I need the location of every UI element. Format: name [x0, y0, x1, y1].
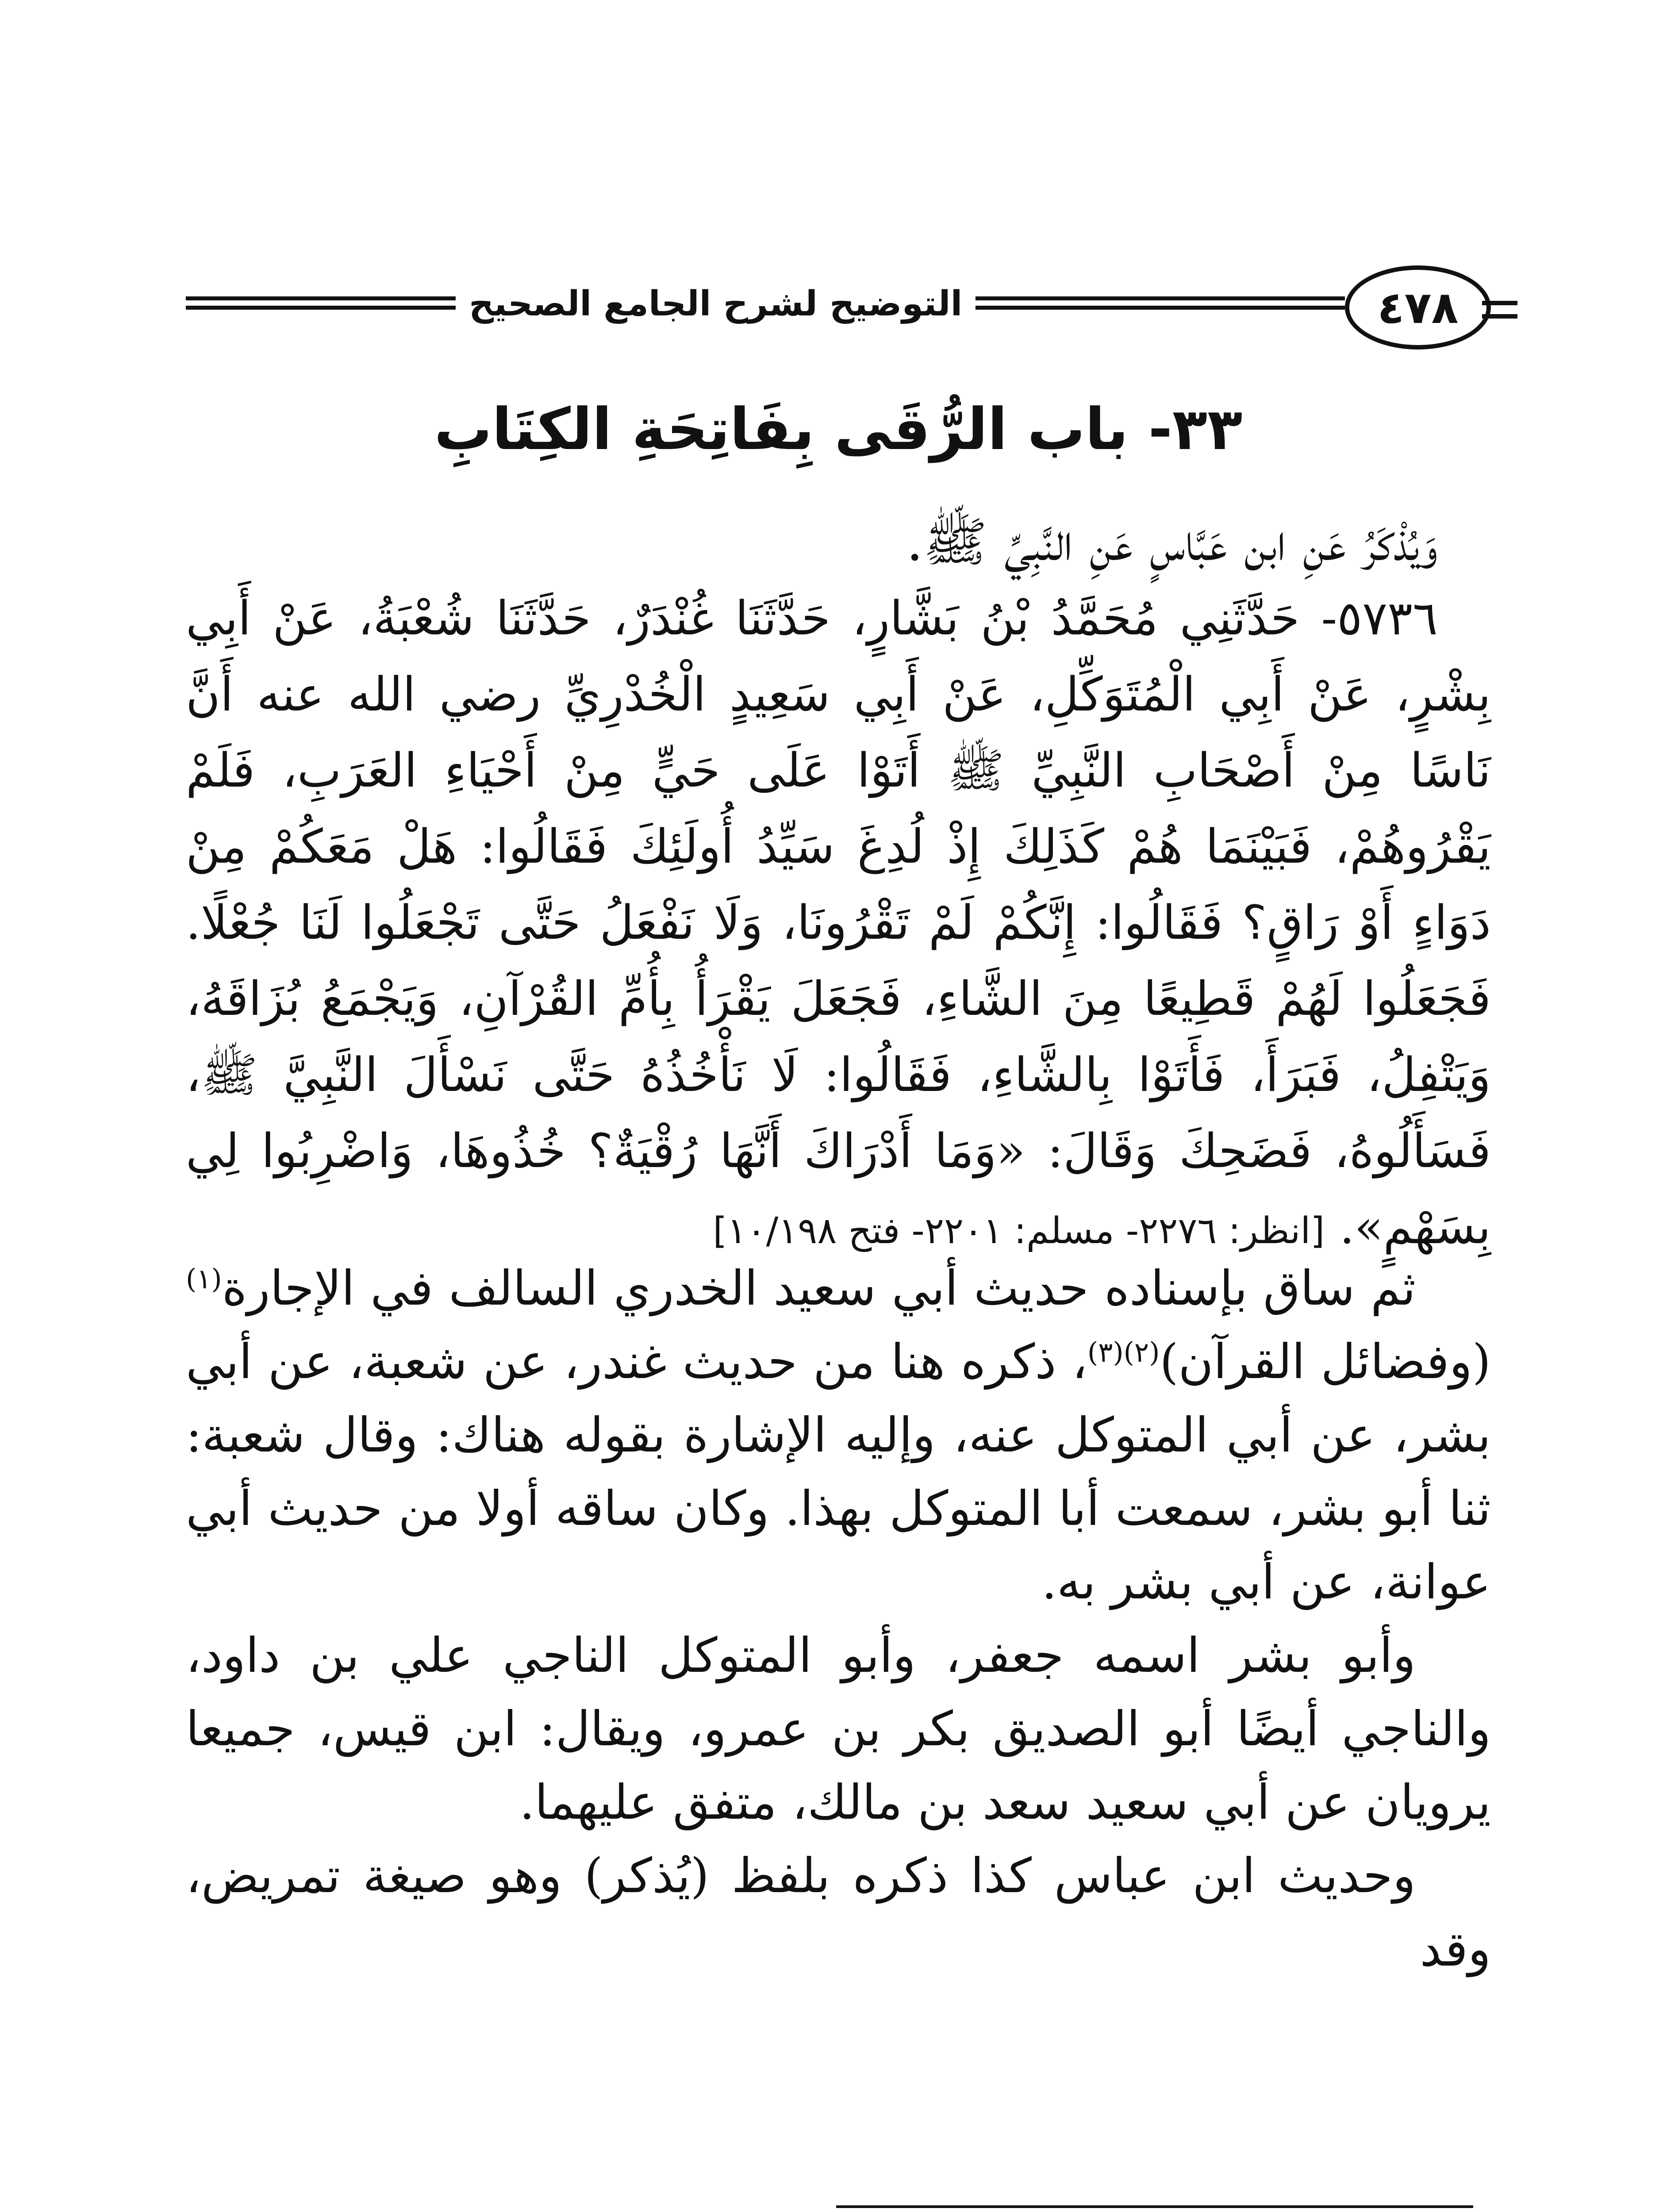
- commentary: [186, 1252, 1491, 1986]
- commentary-paragraph-3: وحديث ابن عباس كذا ذكره بلفظ (يُذكر) وهو صيغة تمريض، وقد: [186, 1848, 1491, 1977]
- page-number-badge: [1345, 265, 1491, 349]
- footnote-marker-1: (١): [186, 1263, 222, 1295]
- book-title: التوضيح لشرح الجامع الصحيح: [456, 284, 975, 324]
- hadith-reference: [انظر: ٢٢٧٦- مسلم: ٢٢٠١- فتح ١٠/١٩٨]: [713, 1210, 1325, 1252]
- footnote-divider: [836, 2205, 1473, 2208]
- commentary-p1-b: (وفضائل القرآن): [1160, 1334, 1491, 1390]
- hadith-body: ٥٧٣٦- حَدَّثَنِي مُحَمَّدُ بْنُ بَشَّارٍ، حَدَّثَنَا غُنْدَرٌ، حَدَّثَنَا شُعْبَةُ، عَنْ أَبِي بِشْرٍ، عَنْ أَبِي الْمُتَوَكِّلِ، عَنْ أَبِي سَعِيدٍ الْخُدْرِيِّ رضي الله عنه أَنَّ نَاسًا مِنْ أَصْحَابِ النَّبِيِّ ﷺ أَتَوْا عَلَى حَيٍّ مِنْ أَحْيَاءِ العَرَبِ، فَلَمْ يَقْرُوهُمْ، فَبَيْنَمَا هُمْ كَذَلِكَ إِذْ لُدِغَ سَيِّدُ أُولَئِكَ فَقَالُوا: هَلْ مَعَكُمْ مِنْ دَوَاءٍ أَوْ رَاقٍ؟ فَقَالُوا: إِنَّكُمْ لَمْ تَقْرُونَا، وَلَا نَفْعَلُ حَتَّى تَجْعَلُوا لَنَا جُعْلًا. فَجَعَلُوا لَهُمْ قَطِيعًا مِنَ الشَّاءِ، فَجَعَلَ يَقْرَأُ بِأُمِّ القُرْآنِ، وَيَجْمَعُ بُزَاقَهُ، وَيَتْفِلُ، فَبَرَأَ، فَأَتَوْا بِالشَّاءِ، فَقَالُوا: لَا نَأْخُذُهُ حَتَّى نَسْأَلَ النَّبِيَّ ﷺ، فَسَأَلُوهُ، فَضَحِكَ وَقَالَ: «وَمَا أَدْرَاكَ أَنَّهَا رُقْيَةٌ؟ خُذُوهَا، وَاضْرِبُوا لِي بِسَهْمٍ».: [186, 591, 1491, 1254]
- footnote-marker-2-3: (٢)(٣): [1087, 1336, 1160, 1368]
- commentary-paragraph-2: وأبو بشر اسمه جعفر، وأبو المتوكل الناجي علي بن داود، والناجي أيضًا أبو الصديق بكر بن عمرو، ويقال: ابن قيس، جميعا يرويان عن أبي سعيد سعد بن مالك، متفق عليهما.: [186, 1628, 1491, 1830]
- hadith-block: [186, 504, 1491, 1269]
- running-header: [186, 261, 1491, 358]
- hadith-intro: وَيُذْكَرُ عَنِ ابن عَبَّاسٍ عَنِ النَّبِيِّ ﷺ.: [906, 511, 1438, 573]
- hadith-text: [186, 580, 1491, 1269]
- page-number: ٤٧٨: [1377, 281, 1459, 334]
- chapter-title: ٣٣- باب الرُّقَى بِفَاتِحَةِ الكِتَابِ: [434, 396, 1243, 463]
- commentary-p1-c: ، ذكره هنا من حديث غندر، عن شعبة، عن أبي بشر، عن أبي المتوكل عنه، وإليه الإشارة بقوله هناك: وقال شعبة: ثنا أبو بشر، سمعت أبا المتوكل بهذا. وكان ساقه أولا من حديث أبي عوانة، عن أبي بشر به.: [186, 1334, 1491, 1610]
- commentary-p1-a: ثم ساق بإسناده حديث أبي سعيد الخدري السالف في الإجارة: [222, 1261, 1416, 1316]
- commentary-paragraph-1: [186, 1252, 1491, 1619]
